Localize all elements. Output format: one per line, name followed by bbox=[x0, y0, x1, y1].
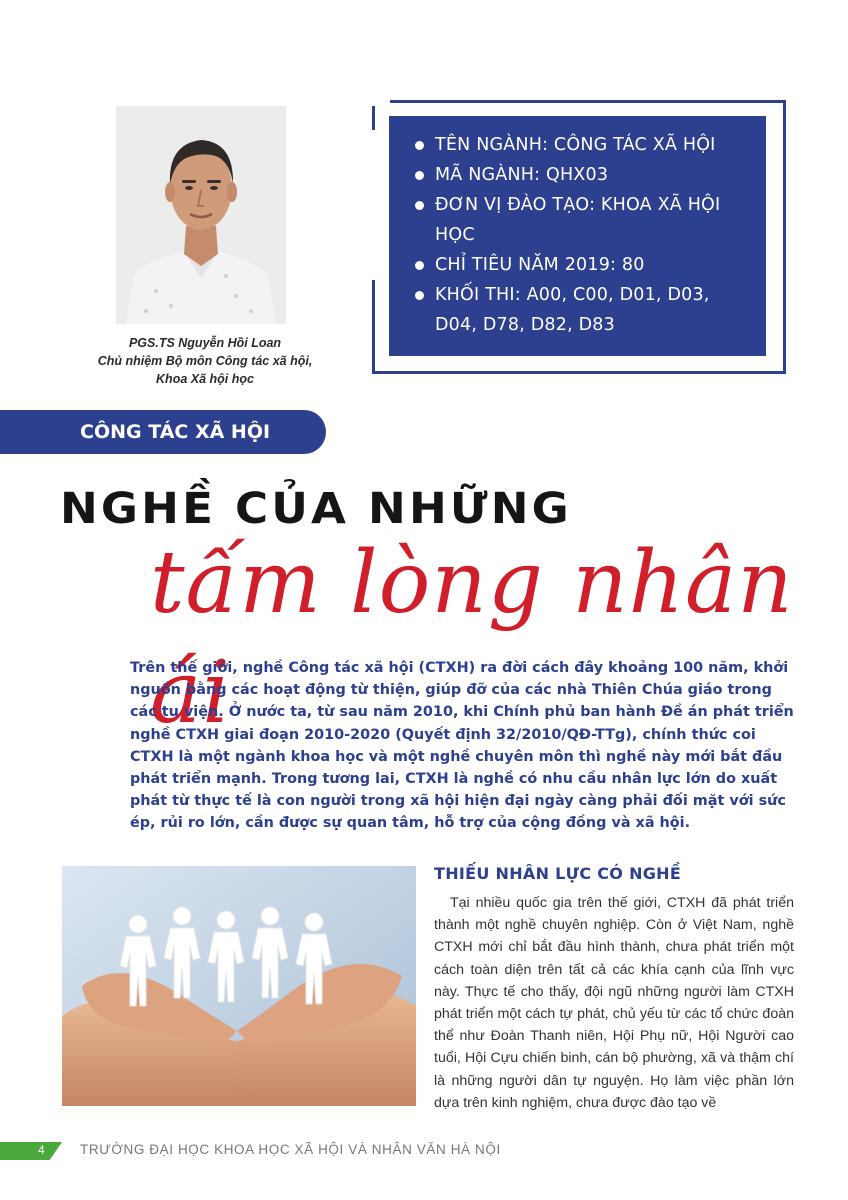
portrait-photo bbox=[116, 106, 286, 324]
info-item-name: TÊN NGÀNH: CÔNG TÁC XÃ HỘI bbox=[415, 130, 748, 160]
frame-gap bbox=[368, 130, 378, 280]
section-label: CÔNG TÁC XÃ HỘI bbox=[0, 410, 326, 454]
caption-name: PGS.TS Nguyễn Hồi Loan bbox=[128, 336, 282, 350]
lead-paragraph: Trên thế giới, nghề Công tác xã hội (CTXH) ra đời cách đây khoảng 100 năm, khởi nguồn bằng các hoạt động từ thiện, giúp đỡ của các nhà Thiên Chúa giáo trong các tu viện. Ở nước ta, từ sau năm 2010, khi Chính phủ ban hành Đề án phát triển nghề CTXH giai đoạn 2010-2020 (Quyết định 32/2010/QĐ-TTg), chính thức coi CTXH là một ngành khoa học và một nghề chuyên môn thì nghề này mới bắt đầu phát triển mạnh. Trong tương lai, CTXH là nghề có nhu cầu nhân lực lớn do xuất phát từ thực tế là con người trong xã hội hiện đại ngày càng phải đối mặt với sức ép, rủi ro lớn, cần được sự quan tâm, hỗ trợ của cộng đồng và xã hội. bbox=[130, 660, 794, 832]
caption-position: Chủ nhiệm Bộ môn Công tác xã hội, bbox=[97, 354, 313, 368]
caption-unit: Khoa Xã hội học bbox=[156, 372, 254, 386]
portrait-caption bbox=[60, 334, 350, 388]
article-body: Tại nhiều quốc gia trên thế giới, CTXH đã phát triển thành một nghề chuyên nghiệp. Còn ở Việt Nam, nghề CTXH mới chỉ bắt đầu hình thành, chưa phát triển một cách toàn diện trên tất cả các khía cạnh của lĩnh vực này. Thực tế cho thấy, đội ngũ những người làm CTXH phát triển một cách tự phát, chủ yếu từ các tổ chức đoàn thể như Đoàn Thanh niên, Hội Phụ nữ, Hội Người cao tuổi, Hội Cựu chiến binh, cán bộ phường, xã và thậm chí là những người dân tự nguyện. Họ làm việc phần lớn dựa trên kinh nghiệm, chưa được đào tạo về bbox=[434, 895, 794, 1111]
frame-gap bbox=[372, 96, 390, 106]
headline-line-2: tấm lòng nhân ái bbox=[150, 533, 794, 743]
page-footer bbox=[0, 1139, 848, 1163]
footer-university-name: TRƯỜNG ĐẠI HỌC KHOA HỌC XÃ HỘI VÀ NHÂN VĂN HÀ NỘI bbox=[80, 1142, 501, 1157]
info-item-unit: ĐƠN VỊ ĐÀO TẠO: KHOA XÃ HỘI HỌC bbox=[415, 190, 748, 250]
hands-paper-people-photo bbox=[62, 866, 416, 1106]
program-info-list bbox=[415, 130, 748, 340]
info-item-exam-blocks: KHỐI THI: A00, C00, D01, D03, D04, D78, D82, D83 bbox=[415, 280, 748, 340]
info-item-code: MÃ NGÀNH: QHX03 bbox=[415, 160, 748, 190]
article-subhead: THIẾU NHÂN LỰC CÓ NGHỀ bbox=[434, 864, 682, 883]
page-number: 4 bbox=[38, 1143, 45, 1157]
headline-line-1: NGHỀ CỦA NHỮNG bbox=[60, 484, 572, 534]
info-item-quota: CHỈ TIÊU NĂM 2019: 80 bbox=[415, 250, 748, 280]
program-info-box bbox=[389, 116, 766, 356]
footer-accent-bar bbox=[0, 1142, 62, 1160]
